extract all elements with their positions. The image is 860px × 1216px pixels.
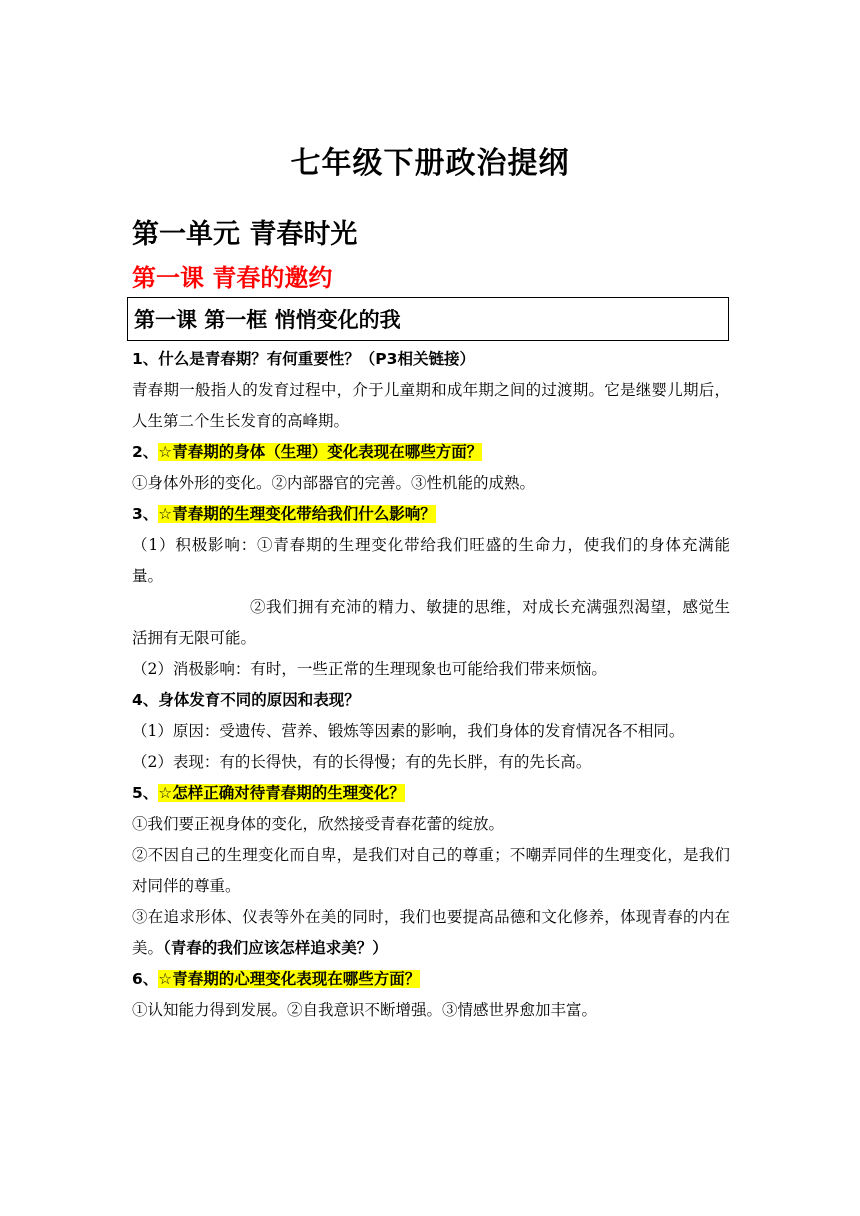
question-4 xyxy=(132,685,730,716)
question-6-text: ☆青春期的心理变化表现在哪些方面？ xyxy=(158,970,421,988)
question-4-text: 身体发育不同的原因和表现？ xyxy=(158,691,360,709)
unit-heading: 第一单元 青春时光 xyxy=(132,219,358,250)
answer-2: ①身体外形的变化。②内部器官的完善。③性机能的成熟。 xyxy=(132,474,536,492)
document-title: 七年级下册政治提纲 xyxy=(290,146,570,181)
document-body xyxy=(132,344,730,1026)
answer-3-negative: （2）消极影响：有时，一些正常的生理现象也可能给我们带来烦恼。 xyxy=(132,660,607,678)
question-2-number: 2、 xyxy=(132,443,159,461)
question-3-text: ☆青春期的生理变化带给我们什么影响？ xyxy=(158,505,436,523)
answer-1: 青春期一般指人的发育过程中，介于儿童期和成年期之间的过渡期。它是继婴儿期后，人生第二个生长发育的高峰期。 xyxy=(132,381,730,430)
question-2-text: ☆青春期的身体（生理）变化表现在哪些方面？ xyxy=(158,443,483,461)
answer-5-item-2: ②不因自己的生理变化而自卑，是我们对自己的尊重；不嘲弄同伴的生理变化，是我们对同伴的尊重。 xyxy=(132,846,730,895)
question-3-number: 3、 xyxy=(132,505,159,523)
answer-5-item-3-note: （青春的我们应该怎样追求美？） xyxy=(163,939,388,957)
question-1 xyxy=(132,344,730,375)
answer-4-reason: （1）原因：受遗传、营养、锻炼等因素的影响，我们身体的发育情况各不相同。 xyxy=(132,722,685,740)
question-6-number: 6、 xyxy=(132,970,159,988)
question-4-number: 4、 xyxy=(132,691,159,709)
answer-6: ①认知能力得到发展。②自我意识不断增强。③情感世界愈加丰富。 xyxy=(132,1001,598,1019)
question-3 xyxy=(132,499,730,530)
question-5-text: ☆怎样正确对待青春期的生理变化？ xyxy=(158,784,405,802)
answer-3-positive-2: ②我们拥有充沛的精力、敏捷的思维，对成长充满强烈渴望，感觉生活拥有无限可能。 xyxy=(132,598,730,647)
answer-4-performance: （2）表现：有的长得快，有的长得慢；有的先长胖，有的先长高。 xyxy=(132,753,592,771)
question-1-number: 1、 xyxy=(132,350,159,368)
answer-5-item-3-text: ③在追求形体、仪表等外在美的同时，我们也要提高品德和文化修养，体现青春的内在美。 xyxy=(132,908,730,957)
answer-3-positive: （1）积极影响：①青春期的生理变化带给我们旺盛的生命力，使我们的身体充满能量。 xyxy=(132,536,730,585)
answer-5-item-1: ①我们要正视身体的变化，欣然接受青春花蕾的绽放。 xyxy=(132,815,505,833)
lesson-heading: 第一课 青春的邀约 xyxy=(132,264,333,292)
question-5-number: 5、 xyxy=(132,784,159,802)
question-5 xyxy=(132,778,730,809)
question-2 xyxy=(132,437,730,468)
question-1-text: 什么是青春期？有何重要性？（P3相关链接） xyxy=(158,350,475,368)
question-6 xyxy=(132,964,730,995)
section-frame-heading: 第一课 第一框 悄悄变化的我 xyxy=(127,297,729,341)
answer-5-item-3 xyxy=(132,902,730,964)
